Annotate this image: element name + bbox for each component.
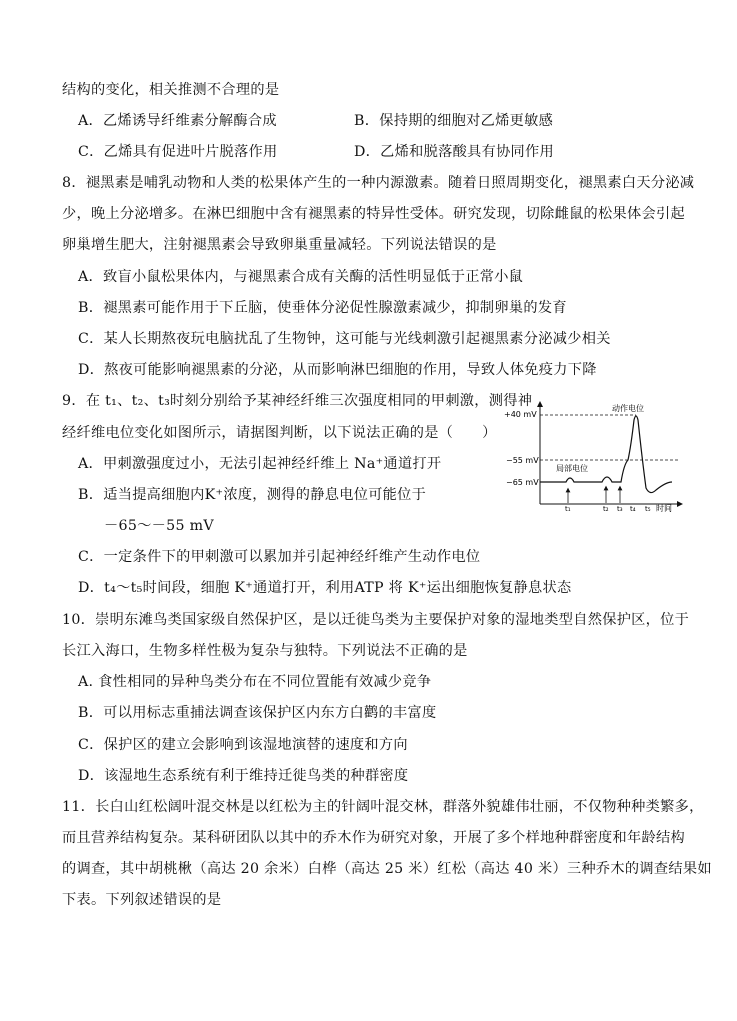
q8-option-d: D．熬夜可能影响褪黑素的分泌，从而影响淋巴细胞的作用，导致人体免疫力下降 xyxy=(78,362,597,378)
q7-option-b: B．保持期的细胞对乙烯更敏感 xyxy=(354,113,554,129)
q11-stem-line-2: 而且营养结构复杂。某科研团队以其中的乔木作为研究对象，开展了多个样地种群密度和年龄结构 xyxy=(62,830,685,846)
membrane-potential-plot xyxy=(504,398,684,513)
q11-stem-line-3: 的调查，其中胡桃楸（高达 20 余米）白桦（高达 25 米）红松（高达 40 米）三种乔木的调查结果如 xyxy=(62,861,712,877)
q9-option-b: B．适当提高细胞内K⁺浓度，测得的静息电位可能位于 xyxy=(78,487,427,503)
q9-option-a: A．甲刺激强度过小，无法引起神经纤维上 Na⁺通道打开 xyxy=(78,456,442,472)
q10-option-a: A. 食性相同的异种鸟类分布在不同位置能有效减少竞争 xyxy=(78,674,432,690)
q11-stem-line-4: 下表。下列叙述错误的是 xyxy=(62,892,222,908)
y-label-plus40: +40 mV xyxy=(504,410,537,419)
q10-option-b: B．可以用标志重捕法调查该保护区内东方白鹳的丰富度 xyxy=(78,705,437,721)
q10-stem-line-2: 长江入海口，生物多样性极为复杂与独特。下列说法不正确的是 xyxy=(62,643,468,659)
y-label-minus65: −65 mV xyxy=(506,478,539,487)
q8-stem-line-2: 少，晚上分泌增多。在淋巴细胞中含有褪黑素的特异性受体。研究发现，切除雌鼠的松果体会引起 xyxy=(62,206,685,222)
x-axis-label: 时间 xyxy=(656,504,672,513)
q9-option-d: D．t₄～t₅时间段，细胞 K⁺通道打开，利用ATP 将 K⁺运出细胞恢复静息状态 xyxy=(78,580,572,596)
q7-option-a: A．乙烯诱导纤维素分解酶合成 xyxy=(78,113,277,129)
t1-label: t₁ xyxy=(565,505,571,513)
q9-stem-line-1: 9．在 t₁、t₂、t₃时刻分别给予某神经纤维三次强度相同的甲刺激，测得神 xyxy=(62,393,533,409)
q9-option-b-continuation: －65～－55 mV xyxy=(104,518,214,534)
q10-option-d: D．该湿地生态系统有利于维持迁徙鸟类的种群密度 xyxy=(78,768,409,784)
q10-option-c: C．保护区的建立会影响到该湿地演替的速度和方向 xyxy=(78,737,408,753)
q8-stem-line-1: 8．褪黑素是哺乳动物和人类的松果体产生的一种内源激素。随着日照周期变化，褪黑素白天分泌减 xyxy=(62,175,695,191)
question-7-stem-tail: 结构的变化，相关推测不合理的是 xyxy=(62,82,280,98)
q7-option-d: D．乙烯和脱落酸具有协同作用 xyxy=(354,144,555,160)
t2-label: t₂ xyxy=(603,505,609,513)
q11-stem-line-1: 11．长白山红松阔叶混交林是以红松为主的针阔叶混交林，群落外貌雄伟壮丽，不仅物种种类繁多， xyxy=(62,799,704,815)
action-potential-label: 动作电位 xyxy=(612,404,644,413)
membrane-potential-figure xyxy=(504,398,684,513)
q8-option-a: A．致盲小鼠松果体内，与褪黑素合成有关酶的活性明显低于正常小鼠 xyxy=(78,269,524,285)
t5-label: t₅ xyxy=(645,505,651,513)
t3-label: t₃ xyxy=(617,505,623,513)
y-label-minus55: −55 mV xyxy=(506,456,539,465)
q9-stem-line-2: 经纤维电位变化如图所示，请据图判断，以下说法正确的是（ ） xyxy=(62,425,497,441)
t4-label: t₄ xyxy=(630,505,636,513)
q10-stem-line-1: 10．崇明东滩鸟类国家级自然保护区，是以迁徙鸟类为主要保护对象的湿地类型自然保护区，位于 xyxy=(62,612,690,628)
q8-option-b: B．褪黑素可能作用于下丘脑，使垂体分泌促性腺激素减少，抑制卵巢的发育 xyxy=(78,300,567,316)
potential-curve xyxy=(540,416,672,493)
q9-option-c: C．一定条件下的甲刺激可以累加并引起神经纤维产生动作电位 xyxy=(78,549,481,565)
q7-option-c: C．乙烯具有促进叶片脱落作用 xyxy=(78,144,278,160)
local-potential-label: 局部电位 xyxy=(556,464,588,473)
q8-option-c: C．某人长期熬夜玩电脑扰乱了生物钟，这可能与光线刺激引起褪黑素分泌减少相关 xyxy=(78,331,611,347)
q8-stem-line-3: 卵巢增生肥大，注射褪黑素会导致卵巢重量减轻。下列说法错误的是 xyxy=(62,237,497,253)
